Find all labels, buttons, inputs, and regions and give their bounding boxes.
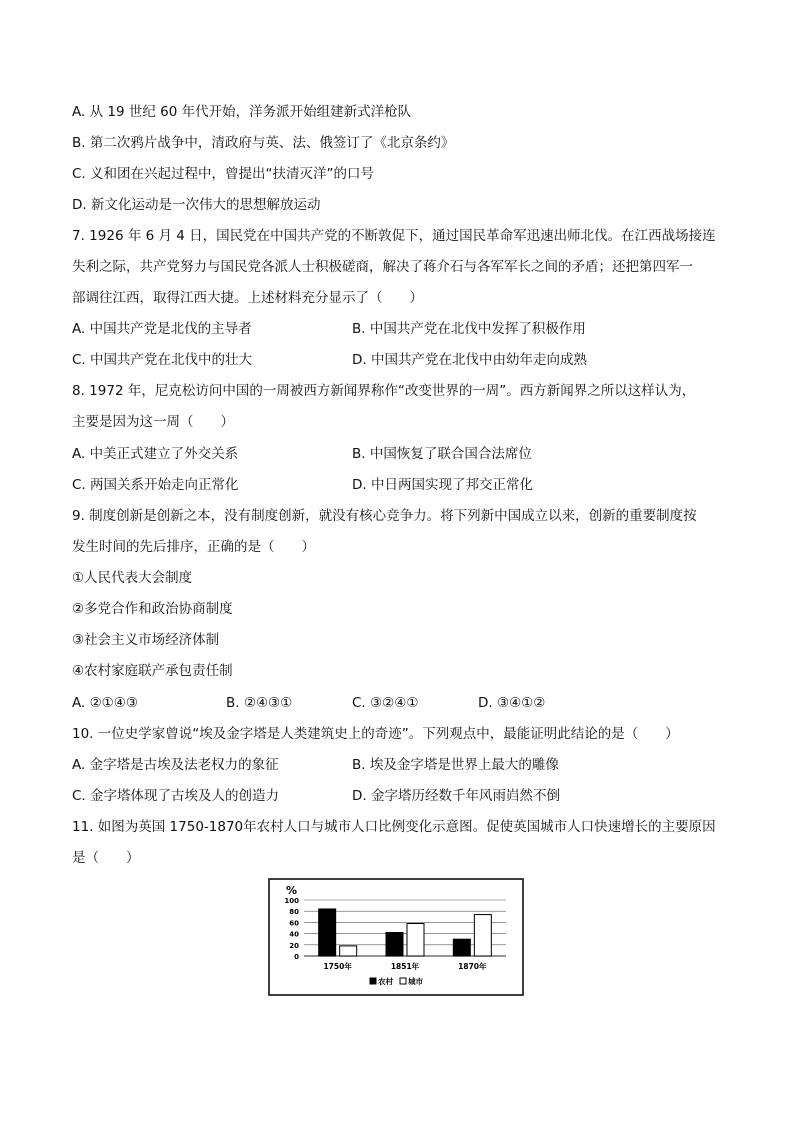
bar-城市-1750年: [340, 946, 357, 956]
y-axis-label: %: [286, 884, 298, 897]
question-9-stem-line-1: 9. 制度创新是创新之本，没有制度创新，就没有核心竞争力。将下列新中国成立以来，创新的重要制度按: [72, 508, 697, 524]
bar-农村-1851年: [386, 932, 403, 956]
bar-农村-1750年: [319, 909, 336, 956]
question-11-stem-line-2: 是（ ）: [72, 850, 140, 866]
question-9-item-4: ④农村家庭联产承包责任制: [72, 663, 233, 679]
y-tick-label-100: 100: [284, 897, 299, 905]
question-9-item-1: ①人民代表大会制度: [72, 570, 193, 586]
question-7-stem-line-2: 失利之际，共产党努力与国民党各派人士积极磋商，解决了蒋介石与各军军长之间的矛盾；还把第四军一: [72, 259, 693, 275]
bar-城市-1851年: [407, 924, 424, 956]
option-b-text: B. 第二次鸦片战争中，清政府与英、法、俄签订了《北京条约》: [72, 135, 455, 151]
y-tick-label-0: 0: [294, 953, 299, 961]
x-tick-label-1870年: 1870年: [458, 962, 487, 971]
y-tick-label-20: 20: [289, 941, 299, 950]
question-9-option-d[interactable]: D. ③④①②: [478, 695, 546, 711]
question-10-option-c[interactable]: C. 金字塔体现了古埃及人的创造力: [72, 788, 280, 804]
question-8-stem-line-1: 8. 1972 年，尼克松访问中国的一周被西方新闻界称作“改变世界的一周”。西方新闻界之所以这样认为，: [72, 383, 696, 399]
legend-swatch-城市: [400, 978, 406, 984]
question-10-option-a[interactable]: A. 金字塔是古埃及法老权力的象征: [72, 757, 279, 773]
question-7-option-d[interactable]: D. 中国共产党在北伐中由幼年走向成熟: [352, 352, 587, 368]
question-9-item-2: ②多党合作和政治协商制度: [72, 601, 233, 617]
question-10-option-b[interactable]: B. 埃及金字塔是世界上最大的雕像: [352, 757, 559, 773]
legend-label-农村: 农村: [378, 977, 393, 986]
question-7-stem-line-1: 7. 1926 年 6 月 4 日，国民党在中国共产党的不断敦促下，通过国民革命军迅速出师北伐。在江西战场接连: [72, 228, 716, 244]
y-tick-label-80: 80: [289, 908, 299, 917]
option-d-text: D. 新文化运动是一次伟大的思想解放运动: [72, 197, 321, 213]
legend-label-城市: 城市: [408, 977, 423, 986]
question-8-stem-line-2: 主要是因为这一周（ ）: [72, 414, 234, 430]
option-a-text: A. 从 19 世纪 60 年代开始，洋务派开始组建新式洋枪队: [72, 104, 412, 120]
y-tick-label-60: 60: [289, 919, 299, 928]
question-9-item-3: ③社会主义市场经济体制: [72, 632, 220, 648]
question-8-option-d[interactable]: D. 中日两国实现了邦交正常化: [352, 477, 533, 493]
question-8-option-c[interactable]: C. 两国关系开始走向正常化: [72, 477, 239, 493]
population-bar-chart: [268, 878, 524, 996]
question-7-stem-line-3: 部调往江西，取得江西大捷。上述材料充分显示了（ ）: [72, 290, 423, 306]
question-11-stem-line-1: 11. 如图为英国 1750-1870年农村人口与城市人口比例变化示意图。促使英国城市人口快速增长的主要原因: [72, 819, 716, 835]
legend-swatch-农村: [370, 978, 376, 984]
question-8-option-b[interactable]: B. 中国恢复了联合国合法席位: [352, 446, 532, 462]
bar-城市-1870年: [474, 915, 491, 956]
question-9-option-c[interactable]: C. ③②④①: [352, 695, 419, 711]
y-tick-label-40: 40: [289, 930, 299, 939]
question-7-option-a[interactable]: A. 中国共产党是北伐的主导者: [72, 321, 252, 337]
option-c-text: C. 义和团在兴起过程中，曾提出“扶清灭洋”的口号: [72, 166, 374, 182]
question-10-stem: 10. 一位史学家曾说“埃及金字塔是人类建筑史上的奇迹”。下列观点中，最能证明此结论的是（ ）: [72, 726, 679, 742]
population-chart-figure: [268, 878, 524, 996]
question-9-option-b[interactable]: B. ②④③①: [226, 695, 293, 711]
question-8-option-a[interactable]: A. 中美正式建立了外交关系: [72, 446, 239, 462]
question-9-option-a[interactable]: A. ②①④③: [72, 695, 138, 711]
question-9-stem-line-2: 发生时间的先后排序，正确的是（ ）: [72, 539, 315, 555]
x-tick-label-1750年: 1750年: [323, 962, 352, 971]
question-7-option-c[interactable]: C. 中国共产党在北伐中的壮大: [72, 352, 253, 368]
x-tick-label-1851年: 1851年: [390, 962, 420, 971]
question-10-option-d[interactable]: D. 金字塔历经数千年风雨岿然不倒: [352, 788, 560, 804]
question-7-option-b[interactable]: B. 中国共产党在北伐中发挥了积极作用: [352, 321, 586, 337]
bar-农村-1870年: [453, 939, 470, 956]
